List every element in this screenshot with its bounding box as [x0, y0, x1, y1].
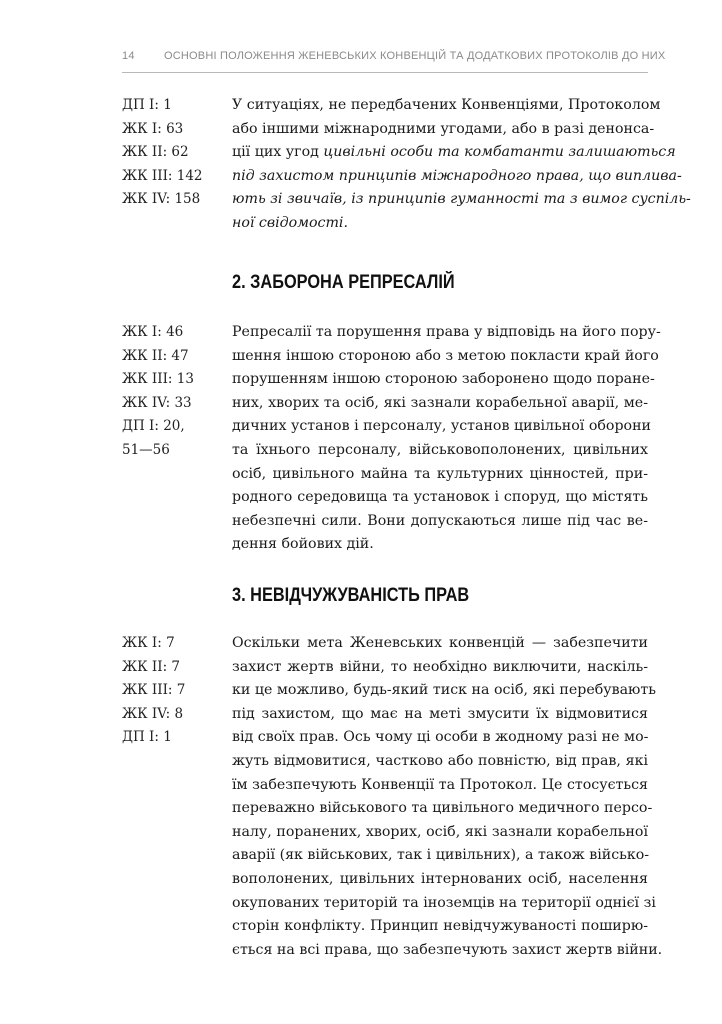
text-line: від своїх прав. Ось чому ці особи в жодному разі не мо- — [232, 729, 649, 746]
section1-paragraph — [232, 94, 691, 236]
reference-item: ЖК I: 63 — [122, 120, 184, 137]
text-line: осіб, цивільного майна та культурних цінностей, при- — [232, 465, 648, 482]
section1-references — [122, 94, 218, 212]
text-line: порушенням іншою стороною заборонено щодо поране- — [232, 371, 655, 388]
reference-item: ЖК IV: 8 — [122, 705, 184, 722]
section2-paragraph — [232, 321, 661, 557]
text-line: вополонених, цивільних інтернованих осіб, населення — [232, 870, 648, 887]
text-line: переважно військового та цивільного медичного персо- — [232, 800, 653, 817]
text-line: Репресалії та порушення права у відповідь на його пору- — [232, 324, 661, 340]
text-line: налу, поранених, хворих, осіб, які зазнали корабельної — [232, 823, 648, 840]
text-line: дення бойових дій. — [232, 536, 374, 553]
section2-references — [122, 321, 218, 463]
section2-heading: 2. ЗАБОРОНА РЕПРЕСАЛІЙ — [232, 272, 455, 293]
text-line: жуть відмовитися, частково або повністю, від прав, які — [232, 752, 648, 769]
reference-item: ДП I: 20, — [122, 418, 185, 435]
reference-item: ЖК III: 7 — [122, 682, 186, 699]
text-line: сторін конфлікту. Принцип невідчужуваності поширю- — [232, 918, 648, 935]
text-line — [232, 165, 682, 189]
text-line: шення іншою стороною або з метою покласти край його — [232, 347, 659, 364]
reference-item: ЖК I: 7 — [122, 635, 175, 651]
text-italic: ють зі звичаїв, із принципів гуманності та з вимог суспіль- — [232, 191, 691, 208]
text-plain: або іншими міжнародними угодами, або в разі денонса- — [232, 120, 655, 137]
text-italic: ної свідомості. — [232, 214, 348, 231]
text-line: під захистом, що має на меті змусити їх відмовитися — [232, 705, 648, 722]
text-line — [232, 118, 655, 142]
reference-item: ЖК III: 142 — [122, 167, 203, 184]
text-plain: У ситуаціях, не передбачених Конвенціями, Протоколом — [232, 97, 661, 113]
running-title: ОСНОВНІ ПОЛОЖЕННЯ ЖЕНЕВСЬКИХ КОНВЕНЦІЙ ТА ДОДАТКОВИХ ПРОТОКОЛІВ ДО НИХ — [164, 50, 666, 62]
reference-item: ЖК II: 7 — [122, 658, 181, 675]
text-line: та їхнього персоналу, військовополонених, цивільних — [232, 441, 648, 458]
reference-item: ЖК IV: 33 — [122, 394, 192, 411]
running-header — [122, 50, 666, 62]
text-line: аварії (як військових, так і цивільних), а також військо- — [232, 847, 650, 864]
text-line: ється на всі права, що забезпечують захист жертв війни. — [232, 941, 663, 958]
text-line: них, хворих та осіб, які зазнали корабельної аварії, ме- — [232, 394, 648, 411]
reference-item: ЖК II: 47 — [122, 347, 189, 364]
reference-item: ЖК II: 62 — [122, 144, 189, 161]
text-line: захист жертв війни, то необхідно виключити, наскіль- — [232, 658, 648, 675]
text-line — [232, 188, 691, 212]
text-plain: ції цих угод — [232, 144, 324, 161]
reference-item: ЖК III: 13 — [122, 371, 194, 388]
section3-references — [122, 632, 218, 750]
reference-item: ЖК IV: 158 — [122, 191, 201, 208]
reference-item: 51—56 — [122, 441, 170, 458]
reference-item: ЖК I: 46 — [122, 324, 184, 340]
text-line: дичних установ і персоналу, установ цивільної оборони — [232, 418, 651, 435]
text-line — [232, 94, 661, 118]
reference-item: ДП I: 1 — [122, 729, 172, 746]
text-line: ки це можливо, будь-який тиск на осіб, які перебувають — [232, 682, 656, 699]
text-line: небезпечні сили. Вони допускаються лише під час ве- — [232, 512, 648, 529]
reference-item: ДП I: 1 — [122, 97, 172, 113]
text-line — [232, 141, 676, 165]
page-number: 14 — [122, 50, 135, 62]
text-line: родного середовища та установок і споруд, що містять — [232, 489, 648, 506]
text-italic: цивільні особи та комбатанти залишаються — [323, 144, 676, 161]
section3-paragraph — [232, 632, 663, 962]
text-italic: під захистом принципів міжнародного права, що виплива- — [232, 167, 682, 184]
text-line: їм забезпечують Конвенції та Протокол. Це стосується — [232, 776, 648, 793]
text-line: окупованих територій та іноземців на території однієї зі — [232, 894, 656, 911]
text-line: Оскільки мета Женевських конвенцій — забезпечити — [232, 635, 648, 651]
header-rule — [122, 72, 648, 73]
text-line — [232, 212, 648, 236]
section3-heading: 3. НЕВІДЧУЖУВАНІСТЬ ПРАВ — [232, 585, 470, 606]
